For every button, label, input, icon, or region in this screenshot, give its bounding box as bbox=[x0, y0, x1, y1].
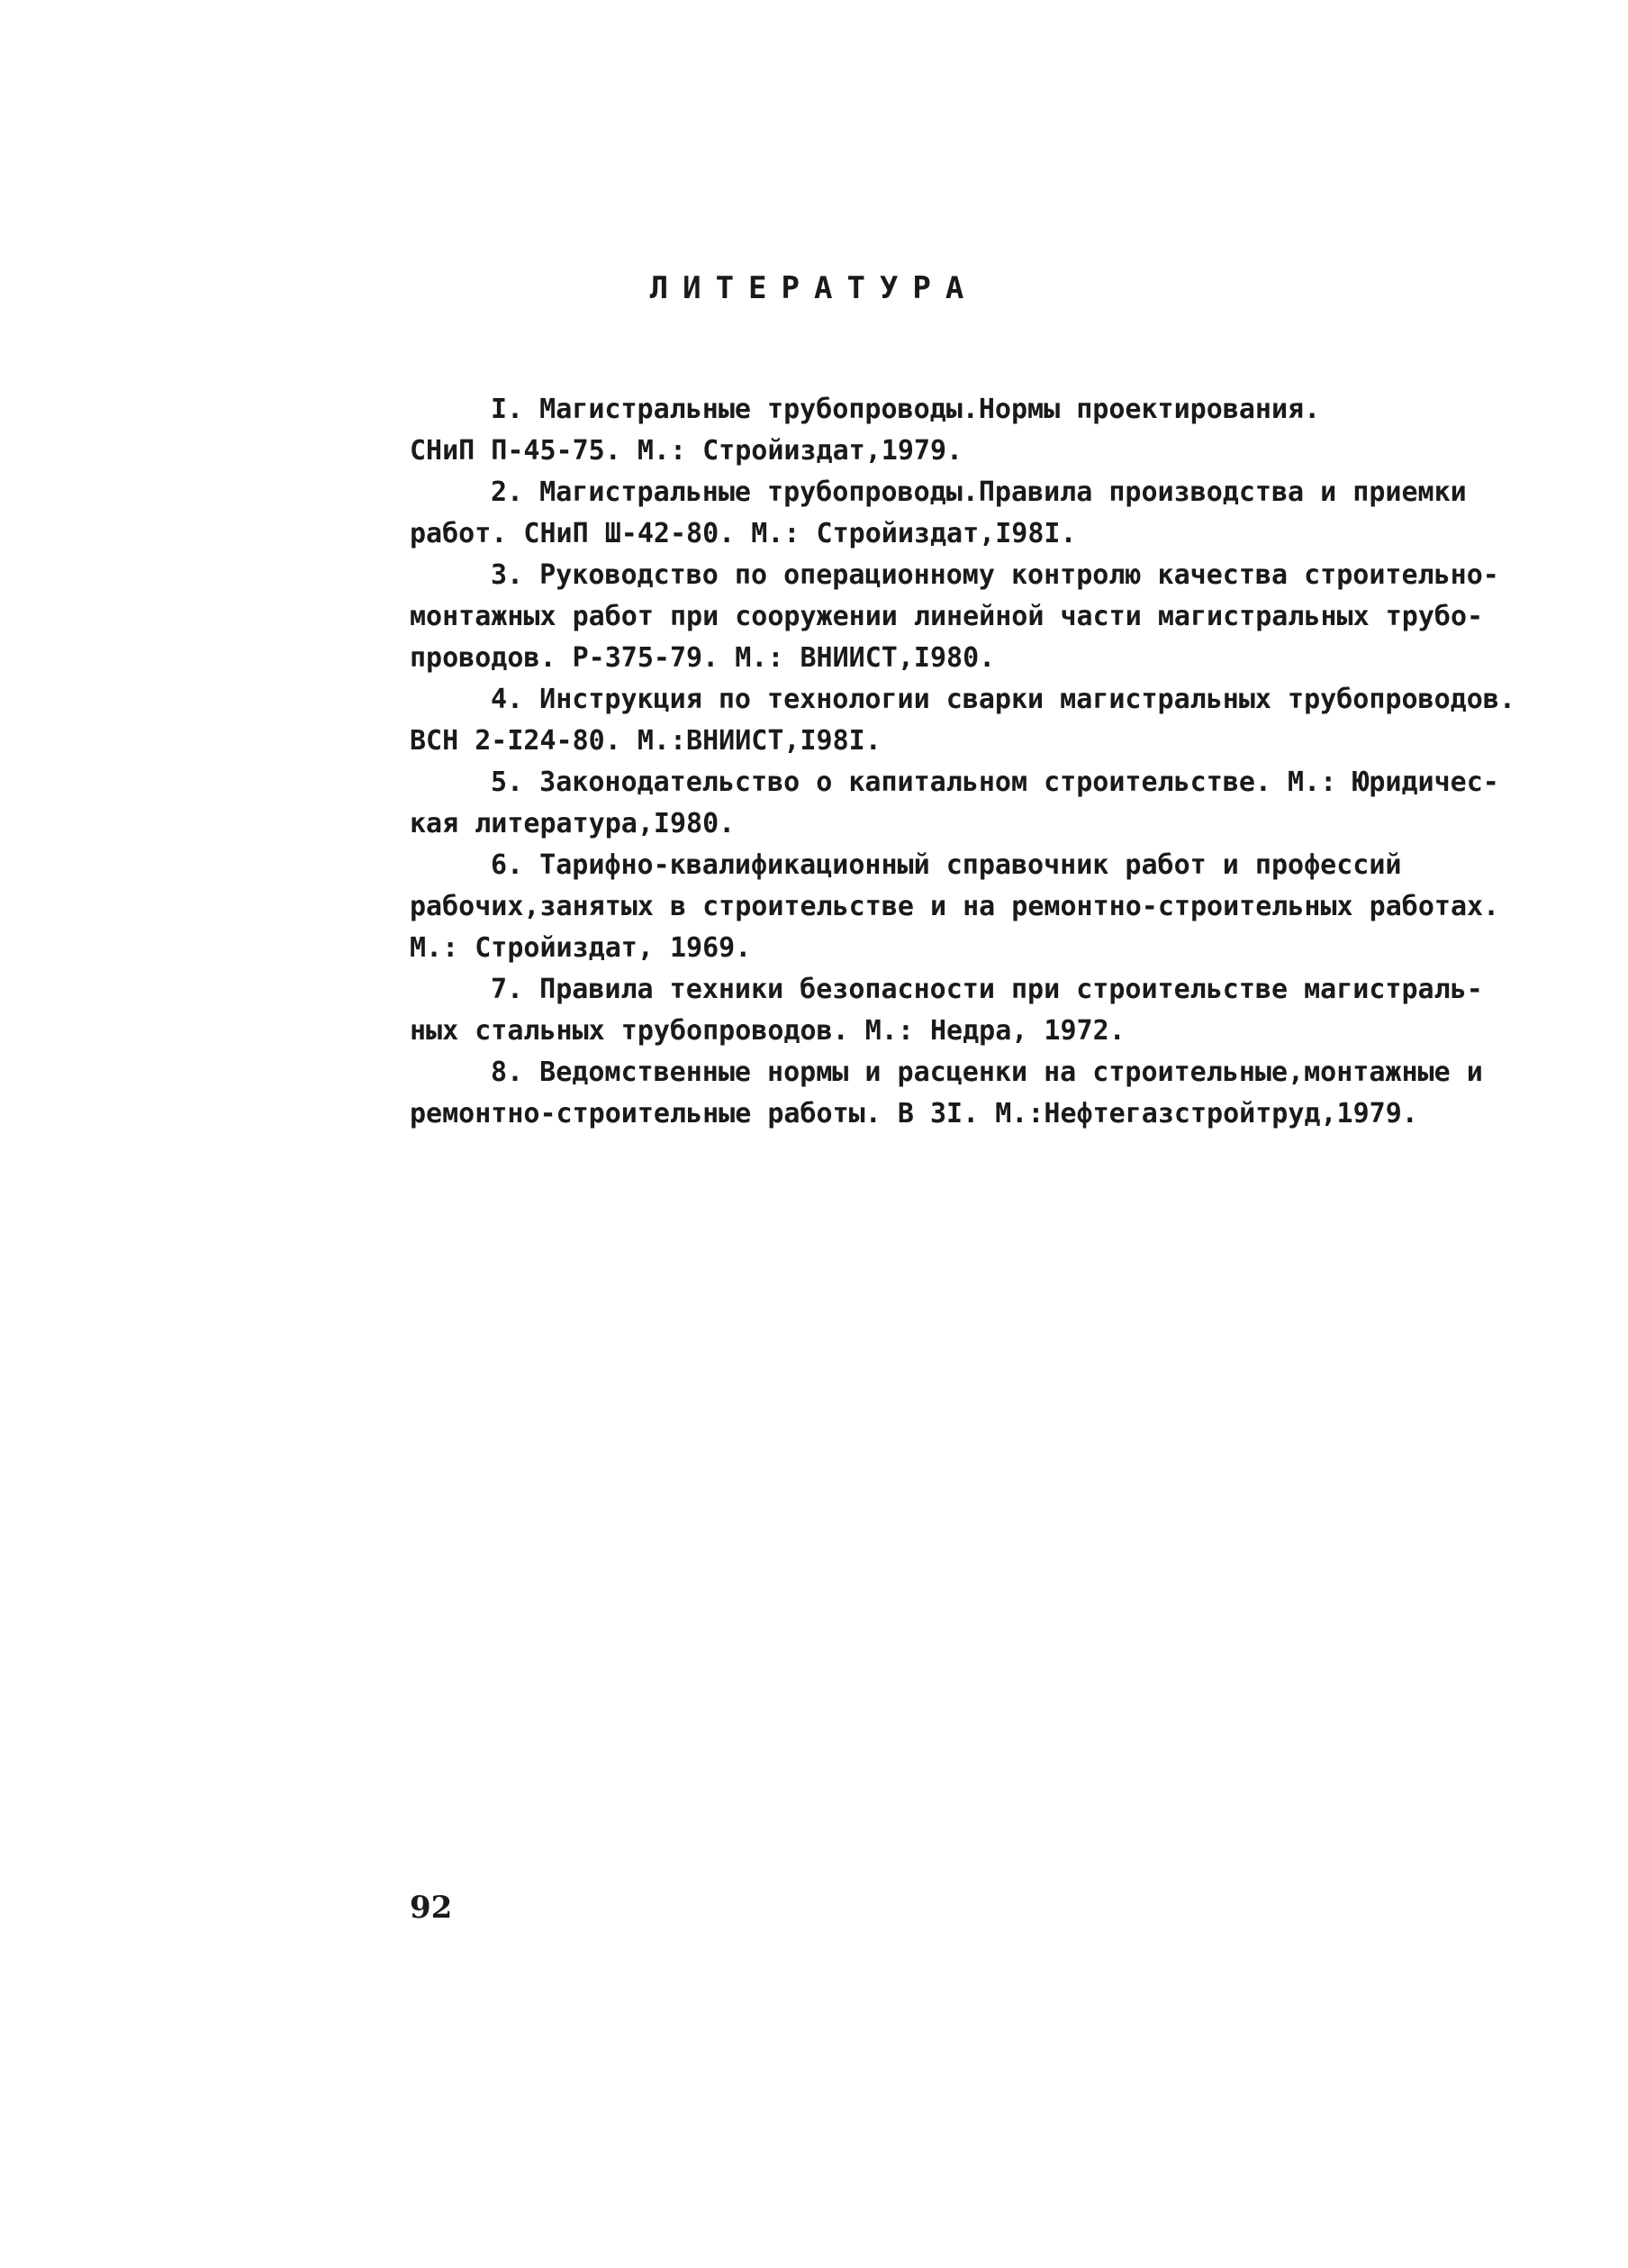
reference-item-2 bbox=[410, 472, 1508, 555]
reference-line: кая литература,I980. bbox=[410, 808, 736, 839]
reference-item-4 bbox=[410, 679, 1515, 762]
reference-line: 6. Тарифно-квалификационный справочник работ и профессий bbox=[491, 849, 1402, 881]
reference-item-5 bbox=[410, 762, 1508, 845]
reference-line: 5. Законодательство о капитальном строительстве. М.: Юридичес- bbox=[491, 767, 1499, 798]
page-title: ЛИТЕРАТУРА bbox=[649, 270, 979, 306]
reference-line: монтажных работ при сооружении линейной части магистральных трубо- bbox=[410, 601, 1484, 632]
reference-line: 4. Инструкция по технологии сварки магистральных трубопроводов. bbox=[491, 684, 1515, 715]
reference-line: СНиП П-45-75. М.: Стройиздат,1979. bbox=[410, 435, 963, 467]
reference-line: ВСН 2-I24-80. М.:ВНИИСТ,I98I. bbox=[410, 725, 882, 757]
reference-item-1 bbox=[410, 389, 1508, 472]
reference-line: М.: Стройиздат, 1969. bbox=[410, 932, 752, 964]
reference-item-8 bbox=[410, 1052, 1508, 1135]
reference-line: 7. Правила техники безопасности при строительстве магистраль- bbox=[491, 974, 1483, 1005]
reference-line: 8. Ведомственные нормы и расценки на строительные,монтажные и bbox=[491, 1057, 1483, 1088]
reference-line: 3. Руководство по операционному контролю качества строительно- bbox=[491, 559, 1499, 591]
reference-line: 2. Магистральные трубопроводы.Правила производства и приемки bbox=[491, 476, 1467, 508]
reference-item-6 bbox=[410, 845, 1508, 969]
page-number: 92 bbox=[410, 1890, 453, 1926]
reference-line: работ. СНиП Ш-42-80. М.: Стройиздат,I98I. bbox=[410, 518, 1077, 549]
reference-line: ных стальных трубопроводов. М.: Недра, 1972. bbox=[410, 1015, 1126, 1047]
reference-item-3 bbox=[410, 555, 1508, 679]
reference-line: I. Магистральные трубопроводы.Нормы проектирования. bbox=[491, 394, 1321, 425]
reference-line: рабочих,занятых в строительстве и на ремонтно-строительных работах. bbox=[410, 891, 1500, 922]
references-list bbox=[410, 389, 1515, 1135]
reference-line: проводов. Р-375-79. М.: ВНИИСТ,I980. bbox=[410, 642, 996, 674]
reference-line: ремонтно-строительные работы. В 3I. М.:Нефтегазстройтруд,1979. bbox=[410, 1098, 1418, 1129]
reference-item-7 bbox=[410, 969, 1508, 1052]
